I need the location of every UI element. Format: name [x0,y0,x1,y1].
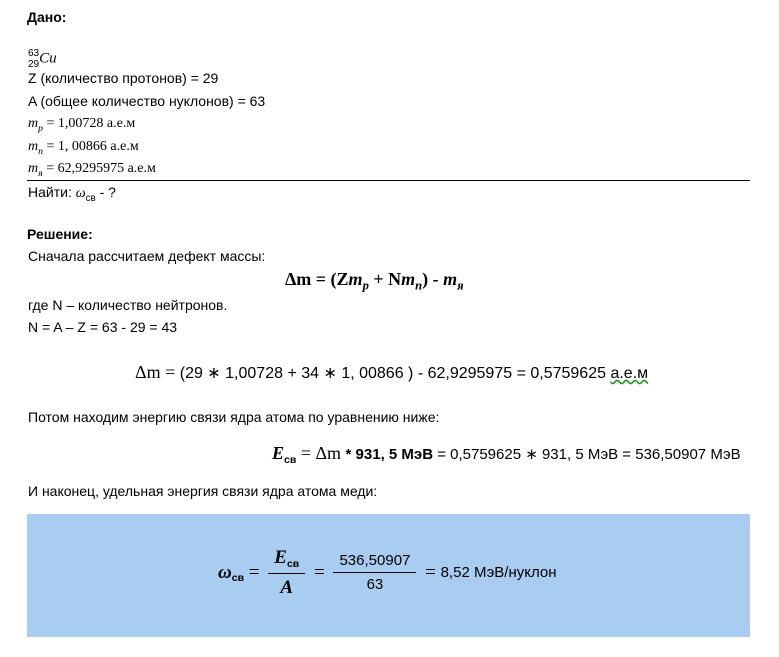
omega-subscript: св [231,572,245,585]
mn-subscript: n [38,145,44,157]
nucleus-mass-line [28,159,156,179]
given-heading: Дано: [27,9,67,25]
mp-symbol: m [28,116,39,131]
equals-2: = [309,561,330,583]
defect-lhs: Δm = [135,362,180,382]
n-calculation-line: N = A – Z = 63 - 29 = 43 [28,319,178,335]
mp-subscript: p [38,122,44,134]
mass-defect-calculation [135,362,648,383]
a-line: A (общее количество нуклонов) = 63 [28,93,266,109]
find-subscript: св [85,192,96,204]
my-subscript: я [38,167,43,179]
isotope-symbol: Cu [39,50,57,67]
equals-1: = [244,561,265,583]
mp-value: = 1,00728 а.е.м [43,116,136,131]
formula1-m2: m [401,269,416,289]
formula1-m1: m [348,269,363,289]
energy-subscript: св [284,454,297,466]
energy-factor: * 931, 5 МэВ [345,446,434,463]
defect-unit: а.е.м [610,365,649,382]
find-prefix: Найти: [28,184,76,200]
where-n-line: где N – количество нейтронов. [28,297,228,313]
value-fraction [333,553,416,593]
find-line [28,184,116,204]
mn-value: = 1, 00866 а.е.м [43,139,139,154]
isotope-charge-number: 29 [28,59,40,70]
fraction-denominator: A [280,576,294,598]
formula1-m3: m [443,269,458,289]
proton-mass-line [28,114,135,134]
solution-heading: Решение: [27,226,93,242]
final-result: 8,52 МэВ/нуклон [440,563,557,581]
my-symbol: m [28,161,39,176]
defect-result: - 62,9295975 = 0,5759625 [413,365,611,382]
solution-intro: Сначала рассчитаем дефект массы: [28,248,266,264]
my-value: = 62,9295975 а.е.м [42,161,156,176]
value-denominator: 63 [366,575,384,593]
given-divider [27,180,750,181]
final-intro: И наконец, удельная энергия связи ядра атома меди: [28,483,378,499]
energy-over-a-fraction [268,548,305,598]
formula1-sub1: p [362,278,369,293]
find-symbol: ω [75,186,86,201]
z-line: Z (количество протонов) = 29 [28,70,219,86]
isotope-mass-number: 63 [28,48,40,59]
fraction-numerator: E [274,547,287,568]
formula1-close: ) - [422,269,444,289]
defect-parenthesized: (29 ∗ 1,00728 + 34 ∗ 1, 00866 ) [179,365,414,382]
mn-symbol: m [28,139,39,154]
neutron-mass-line [28,137,139,157]
formula1-sub2: n [415,278,423,293]
energy-result: = 0,5759625 ∗ 931, 5 МэВ = 536,50907 МэВ [433,446,741,463]
energy-symbol: E [272,443,285,463]
specific-binding-energy-formula [218,548,557,598]
formula1-plus: + N [368,269,402,289]
isotope-notation [28,48,57,70]
formula1-lhs: Δm = (Z [285,269,349,289]
binding-energy-formula [272,443,741,466]
mass-defect-formula [285,269,464,293]
energy-equals: = Δm [296,443,346,463]
energy-intro: Потом находим энергию связи ядра атома по уравнению ниже: [28,409,440,425]
find-suffix: - ? [95,184,116,200]
omega-symbol: ω [218,561,232,583]
value-numerator: 536,50907 [333,553,416,573]
formula1-sub3: я [457,278,464,293]
equals-3: = [420,561,441,583]
fraction-numerator-subscript: св [286,558,300,570]
